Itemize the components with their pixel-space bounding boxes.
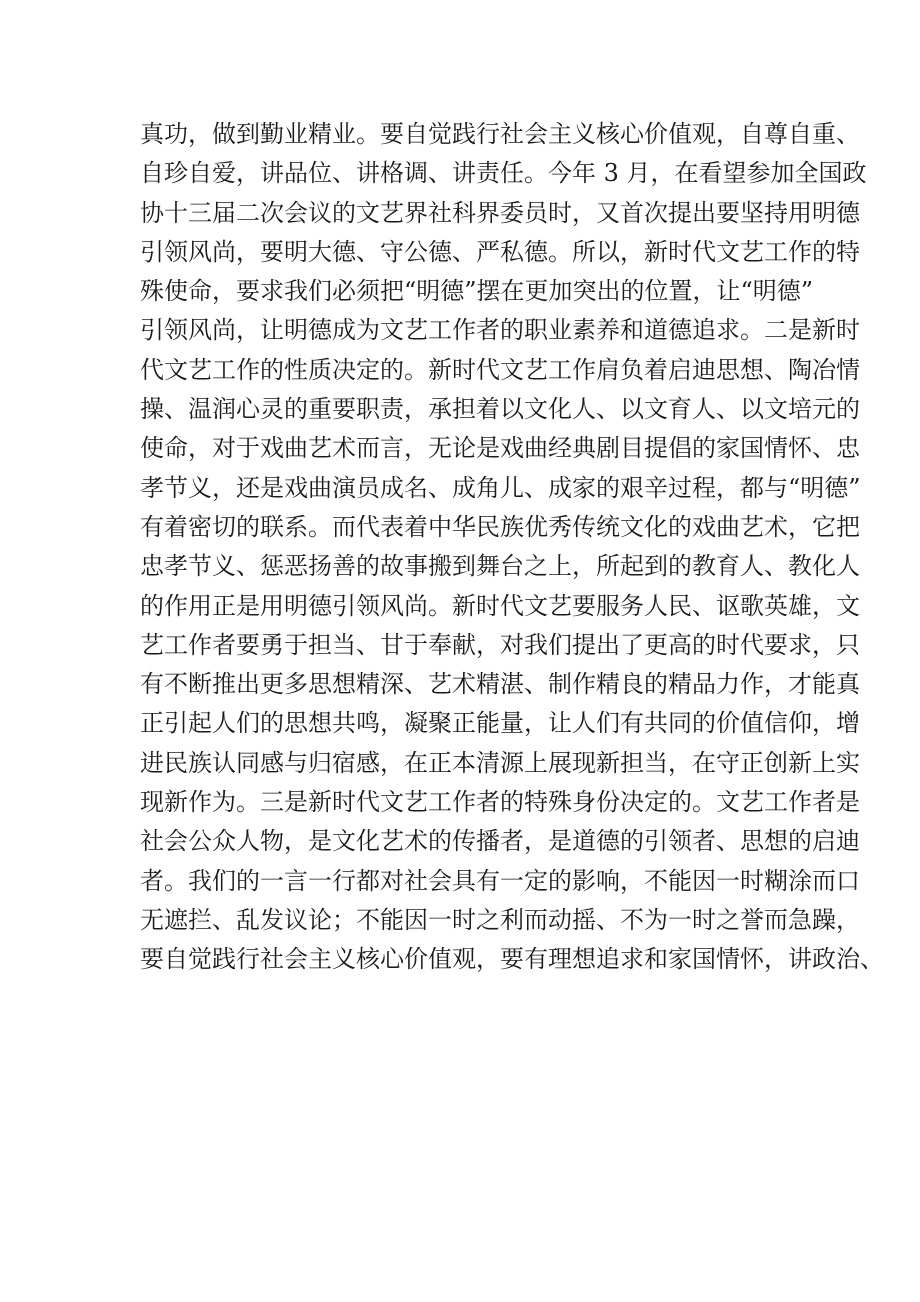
text-line-7: 代文艺工作的性质决定的。新时代文艺工作肩负着启迪思想、陶冶情 [140,355,860,384]
body-paragraph [140,115,884,980]
text-line-12: 忠孝节义、惩恶扬善的故事搬到舞台之上，所起到的教育人、教化人 [140,552,860,581]
text-line-20: 者。我们的一言一行都对社会具有一定的影响，不能因一时糊涂而口 [140,866,860,895]
text-line-19: 社会公众人物，是文化艺术的传播者，是道德的引领者、思想的启迪 [140,827,860,856]
text-line-18: 现新作为。三是新时代文艺工作者的特殊身份决定的。文艺工作者是 [140,788,860,817]
text-line-5: 殊使命，要求我们必须把“明德”摆在更加突出的位置，让“明德” [140,277,814,306]
text-line-22: 要自觉践行社会主义核心价值观，要有理想追求和家国情怀，讲政治、 [140,945,884,974]
text-line-16: 正引起人们的思想共鸣，凝聚正能量，让人们有共同的价值信仰，增 [140,709,860,738]
text-line-6: 引领风尚，让明德成为文艺工作者的职业素养和道德追求。二是新时 [140,316,860,345]
text-line-15: 有不断推出更多思想精深、艺术精湛、制作精良的精品力作，才能真 [140,670,860,699]
text-line-11: 有着密切的联系。而代表着中华民族优秀传统文化的戏曲艺术，它把 [140,512,860,541]
text-line-1: 真功，做到勤业精业。要自觉践行社会主义核心价值观，自尊自重、 [140,120,860,148]
text-line-9: 使命，对于戏曲艺术而言，无论是戏曲经典剧目提倡的家国情怀、忠 [140,434,860,463]
text-line-3: 协十三届二次会议的文艺界社科界委员时，又首次提出要坚持用明德 [140,198,860,227]
text-line-10: 孝节义，还是戏曲演员成名、成角儿、成家的艰辛过程，都与“明德” [140,473,861,502]
text-line-4: 引领风尚，要明大德、守公德、严私德。所以，新时代文艺工作的特 [140,237,860,266]
text-line-13: 的作用正是用明德引领风尚。新时代文艺要服务人民、讴歌英雄，文 [140,591,860,620]
text-line-14: 艺工作者要勇于担当、甘于奉献，对我们提出了更高的时代要求，只 [140,630,860,659]
text-line-17: 进民族认同感与归宿感，在正本清源上展现新担当，在守正创新上实 [140,748,860,777]
text-line-2: 自珍自爱，讲品位、讲格调、讲责任。今年 3 月，在看望参加全国政 [140,159,867,188]
text-line-21: 无遮拦、乱发议论；不能因一时之利而动摇、不为一时之誉而急躁， [140,905,860,934]
text-line-8: 操、温润心灵的重要职责，承担着以文化人、以文育人、以文培元的 [140,395,860,424]
